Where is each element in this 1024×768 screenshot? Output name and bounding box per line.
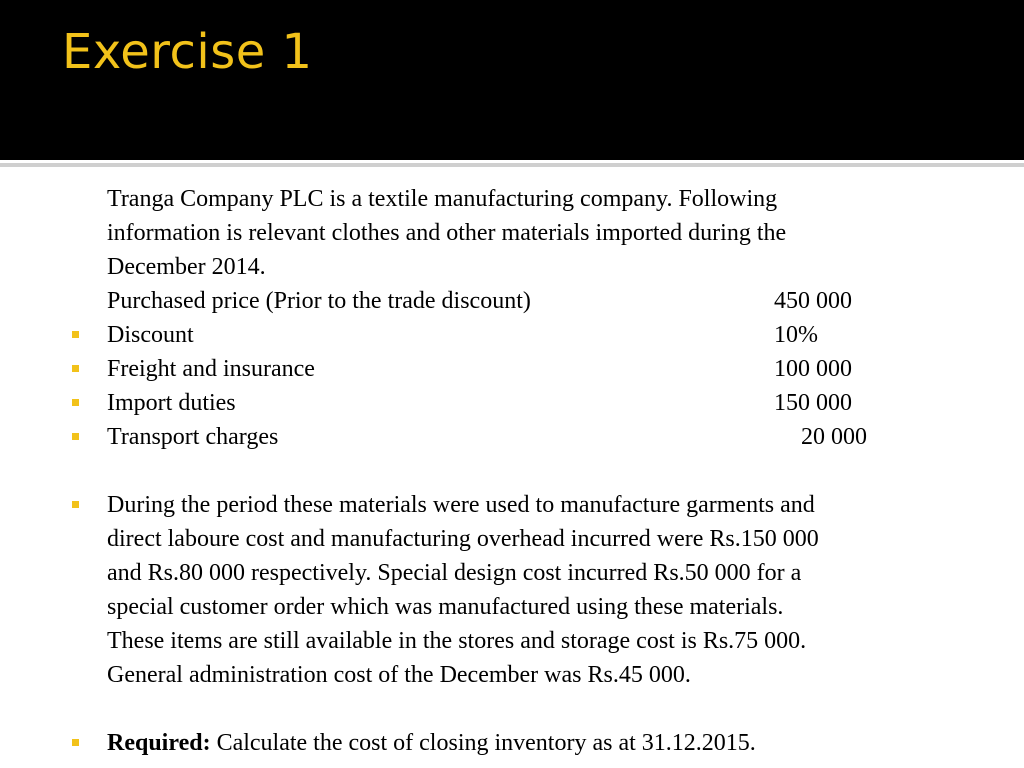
paragraph-line — [0, 522, 1024, 556]
cost-label: Transport charges — [107, 424, 279, 450]
bullet-icon — [72, 501, 79, 508]
bullet-icon — [72, 399, 79, 406]
cost-row — [0, 420, 1024, 454]
paragraph-line — [0, 488, 1024, 522]
intro-text: Tranga Company PLC is a textile manufacturing company. Following — [107, 186, 778, 212]
bullet-icon — [72, 433, 79, 440]
cost-label: Purchased price (Prior to the trade discount) — [107, 288, 531, 314]
paragraph-line — [0, 658, 1024, 692]
cost-value: 150 000 — [774, 390, 852, 416]
paragraph-line — [0, 624, 1024, 658]
cost-row — [0, 318, 1024, 352]
intro-line — [0, 216, 1024, 250]
intro-text: information is relevant clothes and other materials imported during the — [107, 220, 787, 246]
bullet-icon — [72, 365, 79, 372]
title-bar — [0, 0, 1024, 160]
required-line — [0, 726, 1024, 760]
divider-line — [0, 163, 1024, 167]
paragraph-text: and Rs.80 000 respectively. Special design cost incurred Rs.50 000 for a — [107, 560, 802, 586]
paragraph-text: direct laboure cost and manufacturing overhead incurred were Rs.150 000 — [107, 526, 819, 552]
slide-title: Exercise 1 — [62, 24, 313, 80]
spacer — [0, 692, 1024, 726]
cost-value: 100 000 — [774, 356, 852, 382]
cost-label: Freight and insurance — [107, 356, 315, 382]
paragraph-text: These items are still available in the stores and storage cost is Rs.75 000. — [107, 628, 807, 654]
cost-value: 450 000 — [774, 288, 852, 314]
cost-row-purchase — [0, 284, 1024, 318]
cost-value: 10% — [774, 322, 818, 348]
cost-row — [0, 386, 1024, 420]
spacer — [0, 454, 1024, 488]
cost-row — [0, 352, 1024, 386]
paragraph-text: special customer order which was manufactured using these materials. — [107, 594, 784, 620]
intro-line — [0, 182, 1024, 216]
slide-body — [0, 182, 1024, 760]
cost-value: 20 000 — [801, 424, 867, 450]
cost-label: Import duties — [107, 390, 236, 416]
paragraph-text: General administration cost of the December was Rs.45 000. — [107, 662, 691, 688]
required-text: Calculate the cost of closing inventory as at 31.12.2015. — [210, 730, 756, 756]
paragraph-line — [0, 590, 1024, 624]
paragraph-line — [0, 556, 1024, 590]
paragraph-text: During the period these materials were used to manufacture garments and — [107, 492, 815, 518]
required-statement — [107, 726, 756, 760]
required-label: Required: — [107, 730, 211, 756]
bullet-icon — [72, 739, 79, 746]
cost-label: Discount — [107, 322, 194, 348]
intro-line — [0, 250, 1024, 284]
bullet-icon — [72, 331, 79, 338]
intro-text: December 2014. — [107, 254, 266, 280]
